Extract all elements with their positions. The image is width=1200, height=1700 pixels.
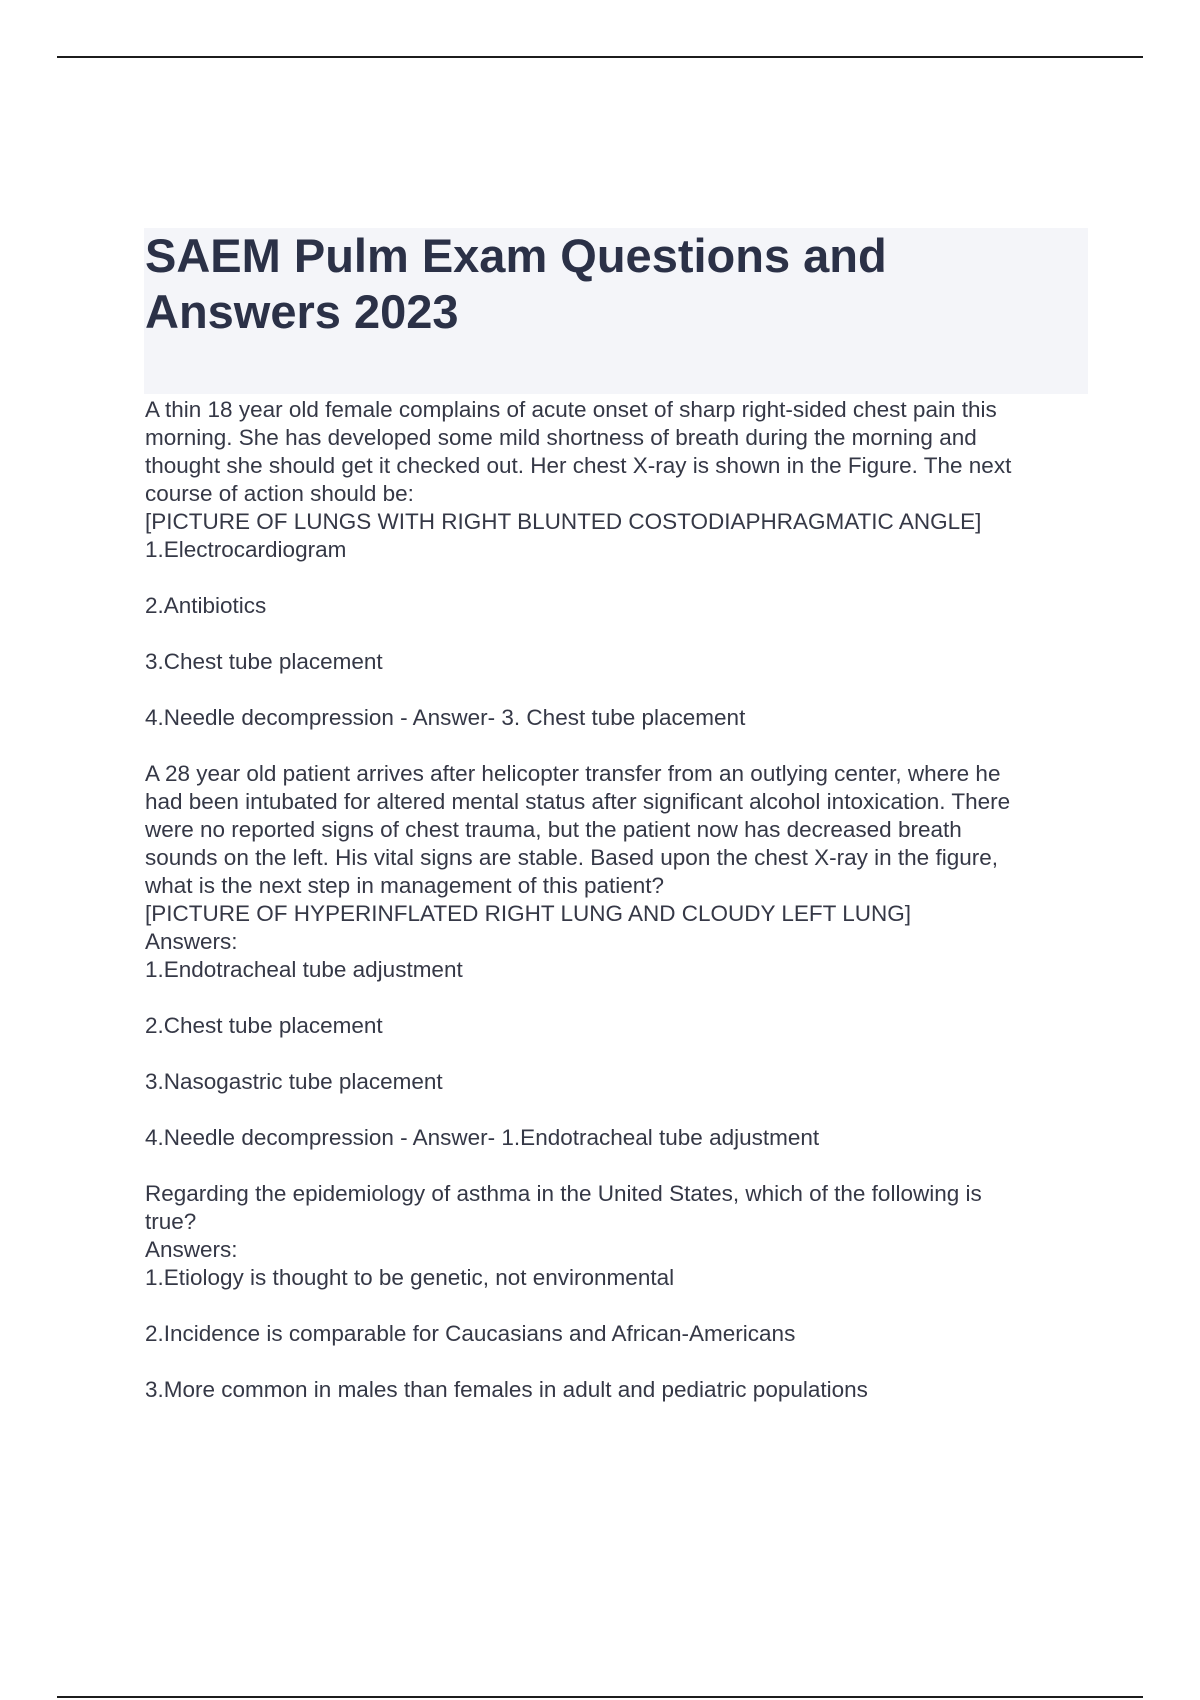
stem-line: course of action should be: (145, 481, 414, 506)
question-2-stem (145, 760, 1090, 956)
stem-line: A 28 year old patient arrives after helicopter transfer from an outlying center, where he (145, 761, 1001, 786)
title-line-2: Answers 2023 (145, 285, 459, 338)
answer-option: 1.Etiology is thought to be genetic, not environmental (145, 1265, 675, 1290)
question-1 (145, 396, 1090, 732)
answer-option: 2.Antibiotics (145, 593, 267, 618)
figure-placeholder: [PICTURE OF HYPERINFLATED RIGHT LUNG AND CLOUDY LEFT LUNG] (145, 901, 911, 926)
stem-line: sounds on the left. His vital signs are stable. Based upon the chest X-ray in the figure, (145, 845, 998, 870)
stem-line: true? (145, 1209, 197, 1234)
answer-option: 1.Endotracheal tube adjustment (145, 957, 463, 982)
answer-option: 1.Electrocardiogram (145, 537, 347, 562)
answer-option-with-key: 4.Needle decompression - Answer- 1.Endotracheal tube adjustment (145, 1125, 820, 1150)
stem-line: morning. She has developed some mild shortness of breath during the morning and (145, 425, 977, 450)
question-3-stem (145, 1180, 1090, 1264)
stem-line: were no reported signs of chest trauma, but the patient now has decreased breath (145, 817, 962, 842)
title-line-1: SAEM Pulm Exam Questions and (145, 229, 887, 282)
question-1-stem (145, 396, 1090, 536)
answer-option: 3.Chest tube placement (145, 649, 383, 674)
bottom-rule (57, 1696, 1143, 1698)
answer-option: 2.Chest tube placement (145, 1013, 383, 1038)
top-rule (57, 56, 1143, 58)
stem-line: Regarding the epidemiology of asthma in the United States, which of the following is (145, 1181, 982, 1206)
answer-option: 3.Nasogastric tube placement (145, 1069, 443, 1094)
answers-label: Answers: (145, 929, 238, 954)
stem-line: what is the next step in management of this patient? (145, 873, 665, 898)
question-3 (145, 1180, 1090, 1404)
document-body (145, 396, 1090, 1432)
answers-label: Answers: (145, 1237, 238, 1262)
page-title (145, 228, 1045, 340)
stem-line: A thin 18 year old female complains of acute onset of sharp right-sided chest pain this (145, 397, 997, 422)
answer-option: 3.More common in males than females in adult and pediatric populations (145, 1377, 868, 1402)
stem-line: had been intubated for altered mental status after significant alcohol intoxication. There (145, 789, 1011, 814)
stem-line: thought she should get it checked out. Her chest X-ray is shown in the Figure. The next (145, 453, 1012, 478)
answer-option: 2.Incidence is comparable for Caucasians and African-Americans (145, 1321, 796, 1346)
figure-placeholder: [PICTURE OF LUNGS WITH RIGHT BLUNTED COSTODIAPHRAGMATIC ANGLE] (145, 509, 982, 534)
question-2 (145, 760, 1090, 1152)
answer-option-with-key: 4.Needle decompression - Answer- 3. Chest tube placement (145, 705, 746, 730)
